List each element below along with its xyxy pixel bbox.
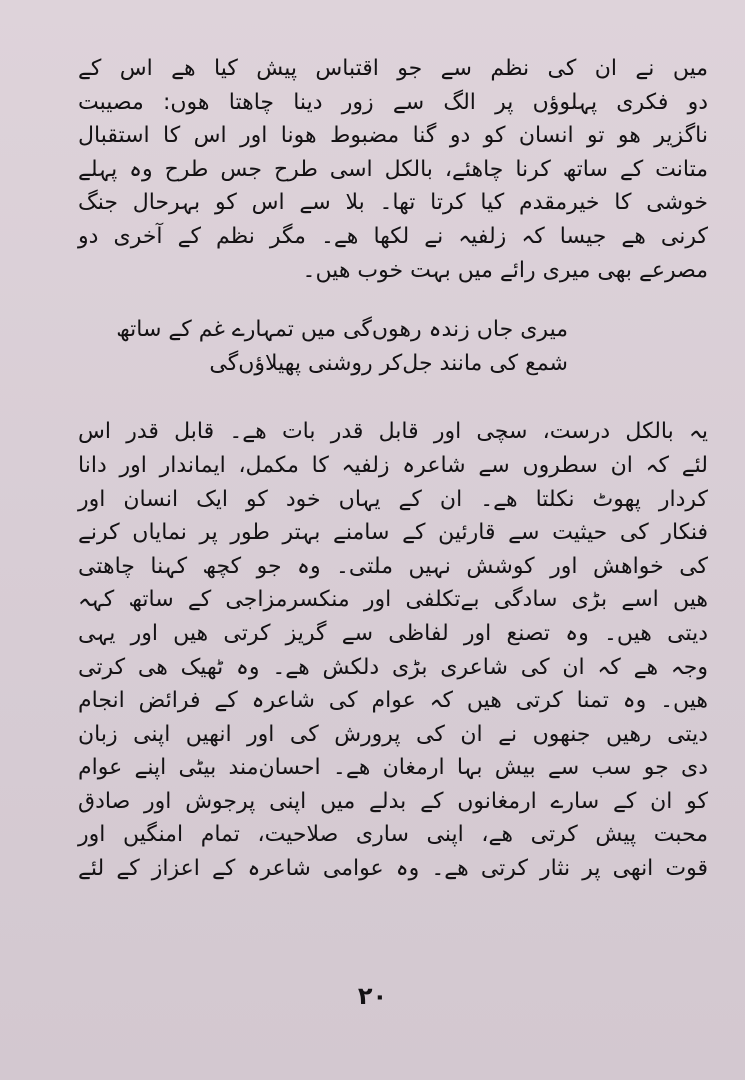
page-number: ۲۰ (357, 982, 388, 1010)
page-body (78, 52, 708, 886)
paragraph-2 (78, 415, 708, 885)
text-line: کرنی ھے جیسا کہ زلفیہ نے لکھا ھے۔ مگر نظم کے آخری دو (78, 223, 708, 249)
text-line: قوت انھی پر نثار کرتی ھے۔ وہ عوامی شاعرہ کے اعزاز کے لئے (78, 856, 708, 882)
text-line: ھیں اسے بڑی سادگی بےتکلفی اور منکسرمزاجی کے ساتھ کہہ (78, 587, 708, 613)
text-line: ناگزیر ھو تو انسان کو دو گنا مضبوط ھونا اور اس کا استقبال (78, 123, 708, 149)
text-line: دو فکری پہلوؤں پر الگ سے زور دینا چاھتا ھوں: مصیبت (78, 89, 708, 115)
text-line: میں نے ان کی نظم سے جو اقتباس پیش کیا ھے اس کے (78, 56, 708, 81)
text-line: دی جو سب سے بیش بہا ارمغان ھے۔ احسان‌مند بیٹی اپنے عوام (78, 755, 708, 781)
text-line: محبت پیش کرتی ھے، اپنی ساری صلاحیت، تمام امنگیں اور (78, 822, 708, 848)
text-line: مصرعے بھی میری رائے میں بہت خوب ھیں۔ (302, 257, 708, 283)
paragraph-1 (78, 52, 708, 287)
text-line: کردار پھوٹ نکلتا ھے۔ ان کے یہاں خود کو ایک انسان اور (78, 486, 708, 512)
text-line: کو ان کے سارے ارمغانوں کے بدلے میں اپنی پرجوش اور صادق (78, 788, 708, 814)
verse-line: میری جاں زندہ رھوں‌گی میں تمہارے غم کے ساتھ (116, 317, 568, 343)
text-line: وجہ ھے کہ ان کی شاعری بڑی دلکش ھے۔ وہ ٹھیک ھی کرتی (78, 654, 708, 680)
verse-line: شمع کی مانند جل‌کر روشنی پھیلاؤں‌گی (209, 350, 568, 376)
text-line: لئے کہ ان سطروں سے شاعرہ زلفیہ کا مکمل، ایماندار اور دانا (78, 452, 708, 478)
text-line: فنکار کی حیثیت سے قارئین کے سامنے بہتر طور پر نمایاں کرنے (78, 520, 708, 546)
text-line: کی خواھش اور کوشش نہیں ملتی۔ وہ جو کچھ کہنا چاھتی (78, 553, 708, 579)
text-line: یہ بالکل درست، سچی اور قابل قدر بات ھے۔ قابل قدر اس (78, 419, 708, 445)
text-line: متانت کے ساتھ کرنا چاھئے، بالکل اسی طرح جس طرح وہ پہلے (78, 156, 708, 182)
text-line: دیتی ھیں۔ وہ تصنع اور لفاظی سے گریز کرتی ھیں اور یہی (78, 620, 708, 646)
text-line: خوشی کا خیرمقدم کیا کرتا تھا۔ بلا سے اس کو بہرحال جنگ (78, 190, 708, 216)
text-line: دیتی رھیں جنھوں نے ان کی پرورش کی اور انھیں اپنی زبان (78, 721, 708, 747)
verse-quote (116, 313, 568, 380)
text-line: ھیں۔ وہ تمنا کرتی ھیں کہ عوام کی شاعرہ کے فرائض انجام (78, 688, 708, 714)
